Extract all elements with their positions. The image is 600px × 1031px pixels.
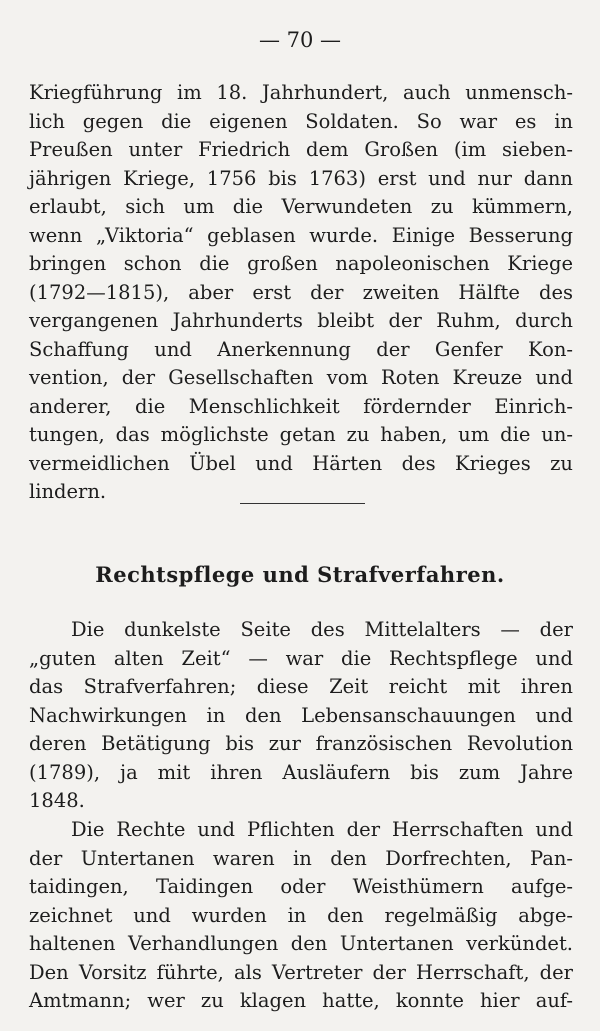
paragraph-1 (29, 79, 573, 507)
paragraph-2 (29, 616, 573, 816)
text-line: tungen, das möglichste getan zu haben, um die un- (29, 423, 573, 446)
text-line: Die dunkelste Seite des Mittelalters — der (71, 618, 573, 641)
text-line: lindern. (29, 480, 107, 503)
text-line: anderer, die Menschlichkeit fördernder Einrich- (29, 394, 573, 418)
text-line: haltenen Verhandlungen den Untertanen verkündet. (29, 932, 573, 955)
text-line: lich gegen die eigenen Soldaten. So war es in (29, 109, 573, 133)
text-line: Amtmann; wer zu klagen hatte, konnte hier auf- (29, 989, 573, 1012)
text-line: 1848. (29, 789, 85, 812)
text-line: zeichnet und wurden in den regelmäßig abge- (29, 903, 573, 927)
text-line: vermeidlichen Übel und Härten des Krieges zu (29, 451, 573, 475)
text-line: Nachwirkungen in den Lebensanschauungen und (29, 703, 573, 727)
page-number: — 70 — (258, 28, 342, 52)
text-line: das Strafverfahren; diese Zeit reicht mit ihren (29, 675, 573, 698)
text-line: der Untertanen waren in den Dorfrechten, Pan- (29, 846, 573, 870)
text-line: wenn „Viktoria“ geblasen wurde. Einige Besserung (29, 223, 573, 247)
text-line: jährigen Kriege, 1756 bis 1763) erst und nur dann (29, 166, 573, 190)
text-line: Den Vorsitz führte, als Vertreter der Herrschaft, der (29, 960, 573, 984)
text-line: erlaubt, sich um die Verwundeten zu kümmern, (29, 195, 573, 218)
text-line: bringen schon die großen napoleonischen Kriege (29, 252, 573, 275)
text-line: Schaffung und Anerkennung der Genfer Kon- (29, 337, 573, 361)
text-line: taidingen, Taidingen oder Weisthümern aufge- (29, 875, 573, 898)
text-line: vention, der Gesellschaften vom Roten Kreuze und (29, 366, 573, 389)
paragraph-3 (29, 816, 573, 1016)
text-line: (1792—1815), aber erst der zweiten Hälfte des (29, 280, 573, 304)
section-divider (240, 503, 365, 504)
section-heading: Rechtspflege und Strafverfahren. (95, 562, 505, 587)
text-line: Preußen unter Friedrich dem Großen (im sieben- (29, 138, 573, 161)
text-line: „guten alten Zeit“ — war die Rechtspflege und (29, 646, 573, 670)
text-line: Kriegführung im 18. Jahrhundert, auch unmensch- (29, 81, 573, 104)
text-line: Die Rechte und Pflichten der Herrschaften und (71, 818, 573, 841)
text-line: deren Betätigung bis zur französischen Revolution (29, 732, 573, 755)
text-line: (1789), ja mit ihren Ausläufern bis zum Jahre (29, 760, 573, 784)
text-line: vergangenen Jahrhunderts bleibt der Ruhm, durch (29, 309, 573, 332)
